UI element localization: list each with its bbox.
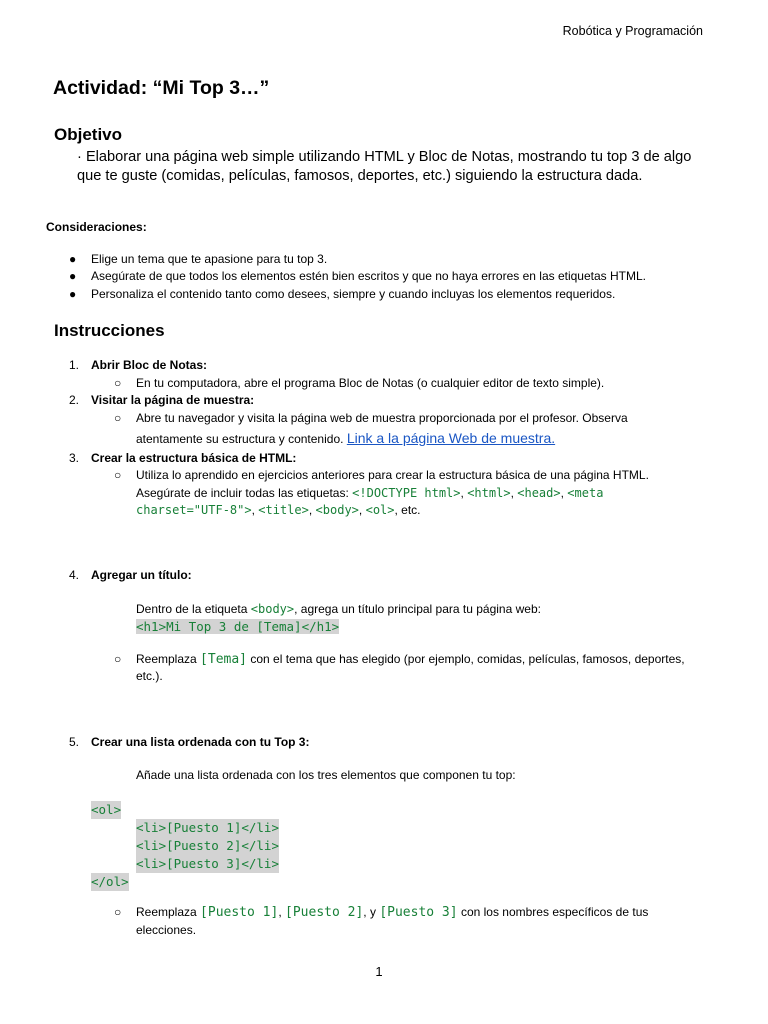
step-3-label: 3. Crear la estructura básica de HTML: xyxy=(69,451,297,465)
code-li: <li>[Puesto 2]</li> xyxy=(136,838,279,853)
consideraciones-heading: Consideraciones: xyxy=(46,220,147,234)
objetivo-bullet: · xyxy=(77,149,82,165)
instrucciones-heading: Instrucciones xyxy=(54,321,165,340)
step-4-text: Dentro de la etiqueta <body>, agrega un título principal para tu página web: xyxy=(136,602,541,616)
step-2-label: 2. Visitar la página de muestra: xyxy=(69,393,255,407)
list-item: ● Elige un tema que te apasione para tu top 3. xyxy=(69,252,328,266)
page-number: 1 xyxy=(375,964,383,979)
step-5-text: Añade una lista ordenada con los tres elementos que componen tu top: xyxy=(136,768,516,782)
step-4-replace: ○ Reemplaza [Tema] con el tema que has elegido (por ejemplo, comidas, películas, famosos, deportes, xyxy=(114,652,685,667)
page-header: Robótica y Programación xyxy=(562,24,703,38)
step-4-replace-cont: etc.). xyxy=(136,669,163,683)
step-5-label: 5. Crear una lista ordenada con tu Top 3: xyxy=(69,735,310,749)
step-1-label: 1. Abrir Bloc de Notas: xyxy=(69,358,208,372)
code-ol-close: </ol> xyxy=(91,874,129,889)
step-3-text: ○ Utiliza lo aprendido en ejercicios anteriores para crear la estructura básica de una página HTML. xyxy=(114,468,649,482)
code-li: <li>[Puesto 1]</li> xyxy=(136,820,279,835)
step-4-label: 4. Agregar un título: xyxy=(69,568,192,582)
step-2-text: ○ Abre tu navegador y visita la página web de muestra proporcionada por el profesor. Observa xyxy=(114,411,628,425)
circle-bullet-icon: ○ xyxy=(114,376,122,390)
bullet-icon: ● xyxy=(69,287,77,301)
step-5-replace: ○ Reemplaza [Puesto 1], [Puesto 2], y [Puesto 3] con los nombres específicos de tus xyxy=(114,905,649,920)
step-5-replace-cont: elecciones. xyxy=(136,923,197,937)
objetivo-heading: Objetivo xyxy=(54,125,123,144)
circle-bullet-icon: ○ xyxy=(114,411,122,425)
bullet-icon: ● xyxy=(69,252,77,266)
page-title: Actividad: “Mi Top 3…” xyxy=(53,77,270,99)
step-3-tags: Asegúrate de incluir todas las etiquetas: <!DOCTYPE html>, <html>, <head>, <meta charset="UTF-8">, <title>, <body>, <ol>, etc. xyxy=(136,486,604,517)
sample-page-link[interactable]: Link a la página Web de muestra. xyxy=(346,430,556,446)
objetivo-text xyxy=(77,148,717,186)
step-1-text: ○ En tu computadora, abre el programa Bloc de Notas (o cualquier editor de texto simple). xyxy=(114,376,605,390)
step-2-text-cont: atentamente su estructura y contenido. Link a la página Web de muestra. xyxy=(136,430,556,446)
list-item: ● Personaliza el contenido tanto como desees, siempre y cuando incluyas los elementos requeridos. xyxy=(69,287,616,301)
list-item: ● Asegúrate de que todos los elementos estén bien escritos y que no haya errores en las etiquetas HTML. xyxy=(69,269,646,283)
step-4-code: <h1>Mi Top 3 de [Tema]</h1> xyxy=(136,619,340,634)
code-li: <li>[Puesto 3]</li> xyxy=(136,856,279,871)
circle-bullet-icon: ○ xyxy=(114,905,122,919)
circle-bullet-icon: ○ xyxy=(114,652,122,666)
code-ol-open: <ol> xyxy=(91,802,122,817)
objetivo-body: Elaborar una página web simple utilizando HTML y Bloc de Notas, mostrando tu top 3 de algo que te guste (comidas, películas, famosos, deportes, etc.) siguiendo la estructura dada. xyxy=(77,149,692,184)
bullet-icon: ● xyxy=(69,269,77,283)
circle-bullet-icon: ○ xyxy=(114,468,122,482)
